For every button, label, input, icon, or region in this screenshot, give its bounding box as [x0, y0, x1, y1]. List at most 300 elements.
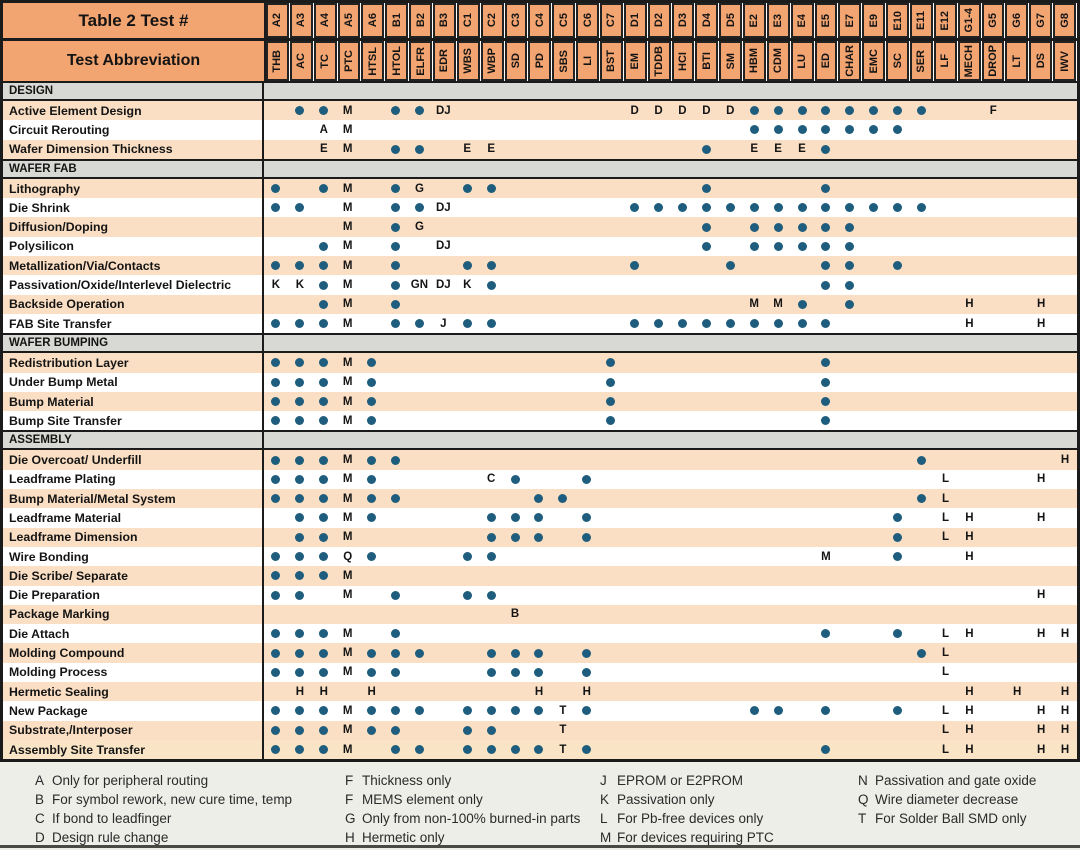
- matrix-cell: [599, 217, 623, 236]
- matrix-cell: [599, 605, 623, 624]
- matrix-cell: [360, 566, 384, 585]
- matrix-cell: [862, 721, 886, 740]
- row-label: Bump Material/Metal System: [3, 489, 264, 508]
- matrix-cell: [647, 682, 671, 701]
- matrix-cell: [742, 740, 766, 759]
- matrix-cell: [407, 256, 431, 275]
- applicability-dot-marker: [821, 745, 830, 754]
- matrix-cell: [264, 373, 288, 392]
- applicability-dot-marker: [391, 319, 400, 328]
- footnote-letter-marker: H: [965, 743, 974, 756]
- applicability-dot-marker: [319, 300, 328, 309]
- matrix-cell: [551, 140, 575, 159]
- row-cells: [264, 643, 1077, 662]
- applicability-dot-marker: [319, 629, 328, 638]
- matrix-cell: [575, 701, 599, 720]
- matrix-cell: [886, 470, 910, 489]
- matrix-cell: [790, 682, 814, 701]
- matrix-cell: [431, 140, 455, 159]
- test-number-cell: [982, 3, 1005, 38]
- matrix-cell: [575, 392, 599, 411]
- applicability-dot-marker: [319, 494, 328, 503]
- applicability-dot-marker: [702, 145, 711, 154]
- matrix-cell: [694, 120, 718, 139]
- test-abbreviation-cell: [624, 41, 647, 81]
- row-label: Bump Site Transfer: [3, 411, 264, 430]
- matrix-cell: [934, 295, 958, 314]
- matrix-cell: [862, 701, 886, 720]
- matrix-cell: [288, 470, 312, 489]
- matrix-cell: [336, 140, 360, 159]
- matrix-cell: [1053, 256, 1077, 275]
- matrix-cell: [647, 566, 671, 585]
- applicability-dot-marker: [821, 706, 830, 715]
- matrix-cell: [407, 547, 431, 566]
- matrix-cell: [431, 217, 455, 236]
- matrix-cell: [288, 682, 312, 701]
- matrix-cell: [694, 256, 718, 275]
- matrix-cell: [670, 392, 694, 411]
- matrix-cell: [527, 682, 551, 701]
- matrix-cell: [360, 605, 384, 624]
- matrix-cell: [599, 256, 623, 275]
- matrix-cell: [957, 508, 981, 527]
- matrix-cell: [886, 508, 910, 527]
- matrix-cell: [312, 237, 336, 256]
- matrix-cell: [1053, 373, 1077, 392]
- matrix-cell: [790, 179, 814, 198]
- test-abbreviation-label: PTC: [342, 50, 355, 72]
- matrix-cell: [814, 470, 838, 489]
- matrix-cell: [431, 179, 455, 198]
- matrix-cell: [981, 256, 1005, 275]
- matrix-cell: [527, 528, 551, 547]
- matrix-cell: [527, 256, 551, 275]
- test-abbreviation-label: IWV: [1058, 50, 1071, 72]
- footnote-text: Passivation only: [617, 792, 715, 807]
- applicability-dot-marker: [534, 513, 543, 522]
- table-row: [3, 470, 1077, 489]
- test-abbreviation-cell: [767, 41, 790, 81]
- matrix-cell: [455, 508, 479, 527]
- test-abbreviation-label: HBM: [748, 48, 761, 74]
- applicability-dot-marker: [630, 261, 639, 270]
- footnote-letter-marker: H: [534, 685, 544, 698]
- applicability-dot-marker: [295, 668, 304, 677]
- matrix-cell: [623, 450, 647, 469]
- test-number-cell: [266, 3, 289, 38]
- applicability-dot-marker: [582, 533, 591, 542]
- matrix-cell: [862, 547, 886, 566]
- matrix-cell: [384, 256, 408, 275]
- matrix-cell: [312, 101, 336, 120]
- row-label: Diffusion/Doping: [3, 217, 264, 236]
- applicability-dot-marker: [845, 242, 854, 251]
- applicability-dot-marker: [271, 591, 280, 600]
- applicability-dot-marker: [319, 456, 328, 465]
- table-row: [3, 217, 1077, 236]
- table-row: [3, 528, 1077, 547]
- matrix-cell: [790, 373, 814, 392]
- matrix-cell: [957, 566, 981, 585]
- matrix-cell: [934, 663, 958, 682]
- matrix-cell: [1029, 179, 1053, 198]
- matrix-cell: [360, 314, 384, 333]
- footnote-letter-marker: D: [702, 104, 711, 117]
- matrix-cell: [503, 547, 527, 566]
- matrix-cell: [503, 373, 527, 392]
- test-number-cell: [1029, 3, 1052, 38]
- test-abbreviation-cell: [361, 41, 384, 81]
- test-abbreviation-label: HCI: [676, 51, 689, 71]
- footnote-item: [600, 790, 774, 809]
- matrix-cell: [910, 470, 934, 489]
- table-row: [3, 489, 1077, 508]
- footnote-letter-marker: C: [487, 473, 496, 486]
- matrix-cell: [479, 353, 503, 372]
- matrix-cell: [981, 586, 1005, 605]
- matrix-cell: [910, 528, 934, 547]
- matrix-cell: [431, 528, 455, 547]
- matrix-cell: [742, 353, 766, 372]
- applicability-dot-marker: [511, 513, 520, 522]
- matrix-cell: [694, 528, 718, 547]
- matrix-cell: [336, 605, 360, 624]
- footnote-text: Passivation and gate oxide: [875, 773, 1037, 788]
- applicability-dot-marker: [271, 706, 280, 715]
- matrix-cell: [623, 470, 647, 489]
- matrix-cell: [862, 489, 886, 508]
- matrix-cell: [862, 740, 886, 759]
- matrix-cell: [814, 101, 838, 120]
- matrix-cell: [288, 643, 312, 662]
- footnote-key: G: [345, 811, 356, 826]
- test-abbreviation-cell: [528, 41, 551, 81]
- footnote-column: [858, 771, 1036, 828]
- matrix-cell: [647, 275, 671, 294]
- matrix-cell: [886, 275, 910, 294]
- table-row: [3, 411, 1077, 430]
- matrix-cell: [336, 120, 360, 139]
- test-number-label: E12: [939, 10, 952, 31]
- matrix-cell: [670, 101, 694, 120]
- matrix-cell: [790, 547, 814, 566]
- matrix-cell: [742, 547, 766, 566]
- matrix-cell: [981, 470, 1005, 489]
- matrix-cell: [431, 256, 455, 275]
- matrix-cell: [575, 605, 599, 624]
- matrix-cell: [384, 179, 408, 198]
- applicability-dot-marker: [415, 145, 424, 154]
- applicability-dot-marker: [463, 261, 472, 270]
- row-label: Lithography: [3, 179, 264, 198]
- matrix-cell: [694, 682, 718, 701]
- table-row: [3, 373, 1077, 392]
- matrix-cell: [384, 295, 408, 314]
- test-abbreviation-cell: [743, 41, 766, 81]
- matrix-cell: [407, 740, 431, 759]
- row-cells: [264, 489, 1077, 508]
- matrix-cell: [1005, 314, 1029, 333]
- matrix-cell: [790, 663, 814, 682]
- applicability-dot-marker: [630, 319, 639, 328]
- test-number-label: C6: [581, 13, 594, 28]
- matrix-cell: [670, 624, 694, 643]
- matrix-cell: [479, 566, 503, 585]
- matrix-cell: [503, 586, 527, 605]
- table-row: [3, 314, 1077, 333]
- matrix-cell: [766, 663, 790, 682]
- matrix-cell: [647, 489, 671, 508]
- table-row: [3, 140, 1077, 159]
- matrix-cell: [623, 373, 647, 392]
- applicability-dot-marker: [893, 106, 902, 115]
- matrix-cell: [814, 682, 838, 701]
- matrix-cell: [718, 373, 742, 392]
- matrix-cell: [479, 314, 503, 333]
- matrix-cell: [670, 373, 694, 392]
- matrix-cell: [766, 508, 790, 527]
- matrix-cell: [360, 373, 384, 392]
- table-body: [3, 81, 1077, 759]
- matrix-cell: [503, 275, 527, 294]
- matrix-cell: [360, 624, 384, 643]
- footnote-letter-marker: H: [1060, 627, 1070, 640]
- applicability-dot-marker: [391, 629, 400, 638]
- matrix-cell: [718, 663, 742, 682]
- matrix-cell: [575, 528, 599, 547]
- matrix-cell: [503, 314, 527, 333]
- matrix-cell: [670, 547, 694, 566]
- matrix-cell: [479, 411, 503, 430]
- applicability-dot-marker: [678, 319, 687, 328]
- matrix-cell: [455, 120, 479, 139]
- matrix-cell: [1029, 624, 1053, 643]
- matrix-cell: [431, 624, 455, 643]
- matrix-cell: [670, 198, 694, 217]
- matrix-cell: [1005, 547, 1029, 566]
- matrix-cell: [503, 566, 527, 585]
- applicability-dot-marker: [391, 726, 400, 735]
- footnote-letter-marker: M: [749, 298, 759, 311]
- footnote-key: K: [600, 792, 610, 807]
- matrix-cell: [934, 373, 958, 392]
- footnote-letter-marker: A: [319, 123, 328, 136]
- matrix-cell: [670, 489, 694, 508]
- matrix-cell: [479, 373, 503, 392]
- applicability-dot-marker: [893, 513, 902, 522]
- matrix-cell: [766, 740, 790, 759]
- applicability-dot-marker: [845, 125, 854, 134]
- footnote-text: Only for peripheral routing: [52, 773, 209, 788]
- matrix-cell: [407, 295, 431, 314]
- row-label: Passivation/Oxide/Interlevel Dielectric: [3, 275, 264, 294]
- applicability-dot-marker: [271, 261, 280, 270]
- matrix-cell: [1053, 101, 1077, 120]
- row-cells: [264, 508, 1077, 527]
- test-number-cell: [743, 3, 766, 38]
- matrix-cell: [336, 179, 360, 198]
- table-subtitle: Test Abbreviation: [3, 41, 264, 81]
- footnote-letter-marker: H: [1036, 589, 1046, 602]
- matrix-cell: [1053, 586, 1077, 605]
- matrix-cell: [479, 643, 503, 662]
- matrix-cell: [647, 663, 671, 682]
- matrix-cell: [742, 179, 766, 198]
- applicability-dot-marker: [821, 145, 830, 154]
- footnote-letter-marker: M: [342, 743, 353, 756]
- applicability-dot-marker: [391, 649, 400, 658]
- matrix-cell: [862, 120, 886, 139]
- matrix-cell: [957, 353, 981, 372]
- applicability-dot-marker: [391, 145, 400, 154]
- applicability-dot-marker: [487, 706, 496, 715]
- matrix-cell: [288, 295, 312, 314]
- matrix-cell: [623, 566, 647, 585]
- matrix-cell: [288, 411, 312, 430]
- matrix-cell: [647, 392, 671, 411]
- matrix-cell: [551, 373, 575, 392]
- matrix-cell: [1053, 140, 1077, 159]
- matrix-cell: [910, 411, 934, 430]
- matrix-cell: [551, 392, 575, 411]
- matrix-cell: [407, 392, 431, 411]
- matrix-cell: [623, 120, 647, 139]
- section-header-spacer: [264, 432, 1077, 448]
- footnote-letter-marker: DJ: [435, 104, 451, 117]
- table-row: [3, 605, 1077, 624]
- matrix-cell: [312, 314, 336, 333]
- matrix-cell: [766, 373, 790, 392]
- matrix-cell: [766, 140, 790, 159]
- test-abbreviation-label: BTI: [700, 52, 713, 70]
- test-number-label: E2: [748, 13, 761, 28]
- matrix-cell: [455, 663, 479, 682]
- footnote-letter-marker: E: [750, 143, 759, 156]
- table-title: Table 2 Test #: [3, 3, 264, 41]
- matrix-cell: [575, 663, 599, 682]
- applicability-dot-marker: [319, 378, 328, 387]
- test-number-header-row: [266, 3, 1077, 41]
- test-number-label: A5: [342, 13, 355, 28]
- matrix-cell: [264, 566, 288, 585]
- matrix-cell: [264, 411, 288, 430]
- matrix-cell: [838, 120, 862, 139]
- matrix-cell: [814, 721, 838, 740]
- applicability-dot-marker: [582, 668, 591, 677]
- matrix-cell: [838, 179, 862, 198]
- matrix-cell: [1029, 120, 1053, 139]
- applicability-dot-marker: [295, 533, 304, 542]
- matrix-cell: [766, 701, 790, 720]
- test-number-label: B1: [390, 13, 403, 28]
- matrix-cell: [694, 140, 718, 159]
- matrix-cell: [623, 663, 647, 682]
- footnote-letter-marker: L: [941, 666, 949, 679]
- header-columns: [266, 3, 1077, 81]
- matrix-cell: [766, 528, 790, 547]
- applicability-dot-marker: [391, 706, 400, 715]
- applicability-dot-marker: [511, 649, 520, 658]
- applicability-dot-marker: [917, 456, 926, 465]
- footnote-key: D: [35, 830, 45, 845]
- matrix-cell: [1053, 547, 1077, 566]
- matrix-cell: [455, 179, 479, 198]
- footnote-item: [858, 809, 1036, 828]
- matrix-cell: [527, 140, 551, 159]
- footnote-letter-marker: M: [821, 550, 831, 563]
- matrix-cell: [479, 101, 503, 120]
- matrix-cell: [1053, 528, 1077, 547]
- matrix-cell: [814, 256, 838, 275]
- matrix-cell: [360, 217, 384, 236]
- matrix-cell: [599, 314, 623, 333]
- matrix-cell: [288, 373, 312, 392]
- applicability-dot-marker: [295, 726, 304, 735]
- matrix-cell: [862, 566, 886, 585]
- matrix-cell: [1053, 508, 1077, 527]
- matrix-cell: [790, 489, 814, 508]
- test-abbreviation-cell: [934, 41, 957, 81]
- applicability-dot-marker: [845, 203, 854, 212]
- footnote-letter-marker: H: [1036, 627, 1046, 640]
- matrix-cell: [934, 237, 958, 256]
- matrix-cell: [264, 489, 288, 508]
- matrix-cell: [694, 217, 718, 236]
- applicability-dot-marker: [534, 649, 543, 658]
- matrix-cell: [455, 605, 479, 624]
- applicability-dot-marker: [367, 649, 376, 658]
- matrix-cell: [336, 470, 360, 489]
- matrix-cell: [336, 701, 360, 720]
- applicability-dot-marker: [367, 397, 376, 406]
- matrix-cell: [455, 256, 479, 275]
- matrix-cell: [623, 624, 647, 643]
- matrix-cell: [599, 586, 623, 605]
- applicability-dot-marker: [534, 745, 543, 754]
- test-number-cell: [958, 3, 981, 38]
- row-cells: [264, 470, 1077, 489]
- matrix-cell: [479, 470, 503, 489]
- footnote-text: For symbol rework, new cure time, temp: [52, 792, 293, 807]
- matrix-cell: [1005, 721, 1029, 740]
- applicability-dot-marker: [415, 745, 424, 754]
- table-row: [3, 275, 1077, 294]
- applicability-dot-marker: [750, 106, 759, 115]
- footnote-letter-marker: M: [342, 454, 353, 467]
- matrix-cell: [431, 101, 455, 120]
- footnote-column: [345, 771, 580, 847]
- applicability-dot-marker: [271, 456, 280, 465]
- matrix-cell: [455, 701, 479, 720]
- matrix-cell: [934, 528, 958, 547]
- matrix-cell: [384, 489, 408, 508]
- applicability-dot-marker: [511, 475, 520, 484]
- test-number-label: C1: [462, 13, 475, 28]
- matrix-cell: [288, 721, 312, 740]
- test-abbreviation-cell: [266, 41, 289, 81]
- applicability-dot-marker: [391, 242, 400, 251]
- matrix-cell: [1005, 489, 1029, 508]
- matrix-cell: [599, 721, 623, 740]
- matrix-cell: [886, 237, 910, 256]
- matrix-cell: [384, 140, 408, 159]
- footnote-key: M: [600, 830, 612, 845]
- footnote-letter-marker: M: [342, 259, 353, 272]
- matrix-cell: [718, 411, 742, 430]
- matrix-cell: [264, 586, 288, 605]
- matrix-cell: [312, 508, 336, 527]
